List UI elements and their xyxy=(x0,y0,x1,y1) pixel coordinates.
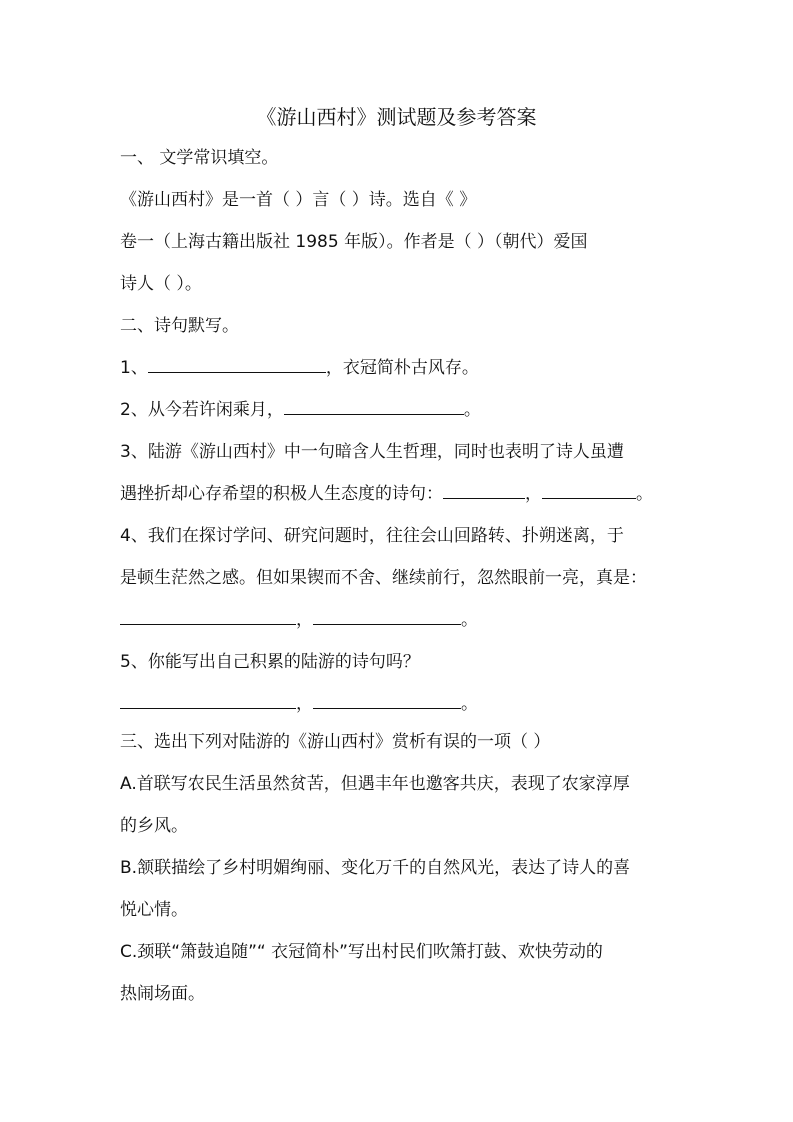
option-b-line-1: B.颔联描绘了乡村明媚绚丽、变化万千的自然风光，表达了诗人的喜 xyxy=(120,858,631,878)
q4-line-3 xyxy=(120,608,680,632)
q3-blank-1[interactable] xyxy=(443,482,525,499)
q1-tail: ，衣冠简朴古风存。 xyxy=(325,358,479,378)
q5-line-1: 5、你能写出自己积累的陆游的诗句吗？ xyxy=(120,652,420,672)
s1-line-3: 诗人（ ）。 xyxy=(120,274,202,294)
q2-tail: 。 xyxy=(463,400,481,420)
section-1-heading: 一、 文学常识填空。 xyxy=(120,148,279,168)
s1-line-1: 《游山西村》是一首（ ）言（ ）诗。选自《 》 xyxy=(120,190,477,210)
q3-comma: ， xyxy=(525,484,542,504)
q5-line-2 xyxy=(120,692,680,716)
q4-end: 。 xyxy=(461,610,478,630)
s1-line-2: 卷一（上海古籍出版社 1985 年版）。作者是（ ）（朝代）爱国 xyxy=(120,232,588,252)
option-c-line-1: C.颈联“箫鼓追随”“ 衣冠简朴”写出村民们吹箫打鼓、欢快劳动的 xyxy=(120,942,603,962)
q3-text: 遇挫折却心存希望的积极人生态度的诗句： xyxy=(120,484,443,504)
option-c-line-2: 热闹场面。 xyxy=(120,984,205,1004)
section-2-heading: 二、诗句默写。 xyxy=(120,316,239,336)
q4-line-2: 是顿生茫然之感。但如果锲而不舍、继续前行，忽然眼前一亮，真是： xyxy=(120,568,647,588)
option-a-line-1: A.首联写农民生活虽然贫苦，但遇丰年也邀客共庆，表现了农家淳厚 xyxy=(120,774,630,794)
q1-line xyxy=(120,356,680,380)
q3-end: 。 xyxy=(636,484,653,504)
q4-line-1: 4、我们在探讨学问、研究问题时，往往会山回路转、扑朔迷离，于 xyxy=(120,526,624,546)
q5-end: 。 xyxy=(461,694,478,714)
q2-blank[interactable] xyxy=(284,398,464,415)
q4-comma: ， xyxy=(296,610,313,630)
q2-line xyxy=(120,398,680,422)
option-a-line-2: 的乡风。 xyxy=(120,816,188,836)
q3-blank-2[interactable] xyxy=(542,482,636,499)
page-title: 《游山西村》测试题及参考答案 xyxy=(256,105,537,129)
section-3-heading: 三、选出下列对陆游的《游山西村》赏析有误的一项（ ） xyxy=(120,732,551,752)
q5-comma: ， xyxy=(296,694,313,714)
q3-line-1: 3、陆游《游山西村》中一句暗含人生哲理，同时也表明了诗人虽遭 xyxy=(120,442,624,462)
q4-blank-1[interactable] xyxy=(120,608,296,625)
q5-blank-2[interactable] xyxy=(313,692,461,709)
q3-line-2 xyxy=(120,482,680,506)
q2-head: 2、从今若许闲乘月， xyxy=(120,400,284,420)
q5-blank-1[interactable] xyxy=(120,692,296,709)
option-b-line-2: 悦心情。 xyxy=(120,900,188,920)
q4-blank-2[interactable] xyxy=(313,608,461,625)
q1-blank[interactable] xyxy=(148,356,326,373)
q1-number: 1、 xyxy=(120,358,148,378)
